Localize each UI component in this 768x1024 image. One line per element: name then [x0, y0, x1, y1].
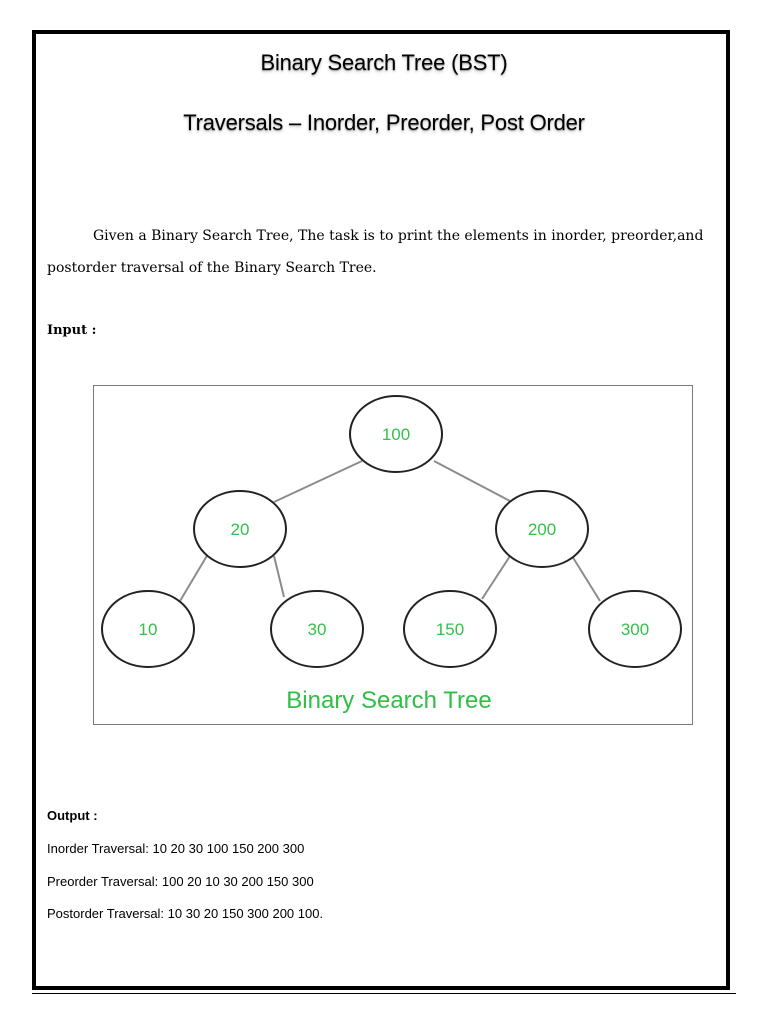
edge-root-left [274, 461, 362, 502]
edge-root-right [434, 461, 510, 501]
tree-node-root [350, 396, 442, 472]
edge-right-right [572, 556, 600, 601]
preorder-output: Preorder Traversal: 100 20 10 30 200 150 300 [47, 874, 314, 889]
intro-paragraph-line-2: postorder traversal of the Binary Search Tree. [47, 260, 377, 276]
bst-figure [93, 385, 693, 725]
postorder-output: Postorder Traversal: 10 30 20 150 300 200 100. [47, 906, 324, 921]
node-label-left: 20 [230, 520, 250, 539]
node-label-right-right: 300 [620, 620, 650, 639]
node-label-left-left: 10 [138, 620, 158, 639]
bst-diagram [94, 386, 694, 726]
node-label-root: 100 [381, 425, 411, 444]
document-subtitle: Traversals – Inorder, Preorder, Post Order [183, 110, 585, 135]
input-label: Input : [47, 323, 97, 338]
output-label: Output : [47, 808, 98, 823]
edge-right-left [482, 556, 510, 599]
document-title: Binary Search Tree (BST) [260, 50, 508, 75]
tree-node-right [496, 491, 588, 567]
inorder-output: Inorder Traversal: 10 20 30 100 150 200 300 [47, 841, 305, 856]
edge-left-right [274, 556, 284, 597]
tree-node-left-right [271, 591, 363, 667]
tree-node-right-right [589, 591, 681, 667]
edge-left-left [180, 554, 208, 601]
tree-node-left [194, 491, 286, 567]
node-label-right: 200 [527, 520, 557, 539]
node-label-left-right: 30 [307, 620, 327, 639]
tree-node-right-left [404, 591, 496, 667]
tree-caption: Binary Search Tree [286, 687, 492, 714]
bottom-rule [32, 993, 736, 994]
intro-paragraph-line-1: Given a Binary Search Tree, The task is to print the elements in inorder, preorder,and [93, 228, 704, 244]
tree-node-left-left [102, 591, 194, 667]
node-label-right-left: 150 [435, 620, 465, 639]
